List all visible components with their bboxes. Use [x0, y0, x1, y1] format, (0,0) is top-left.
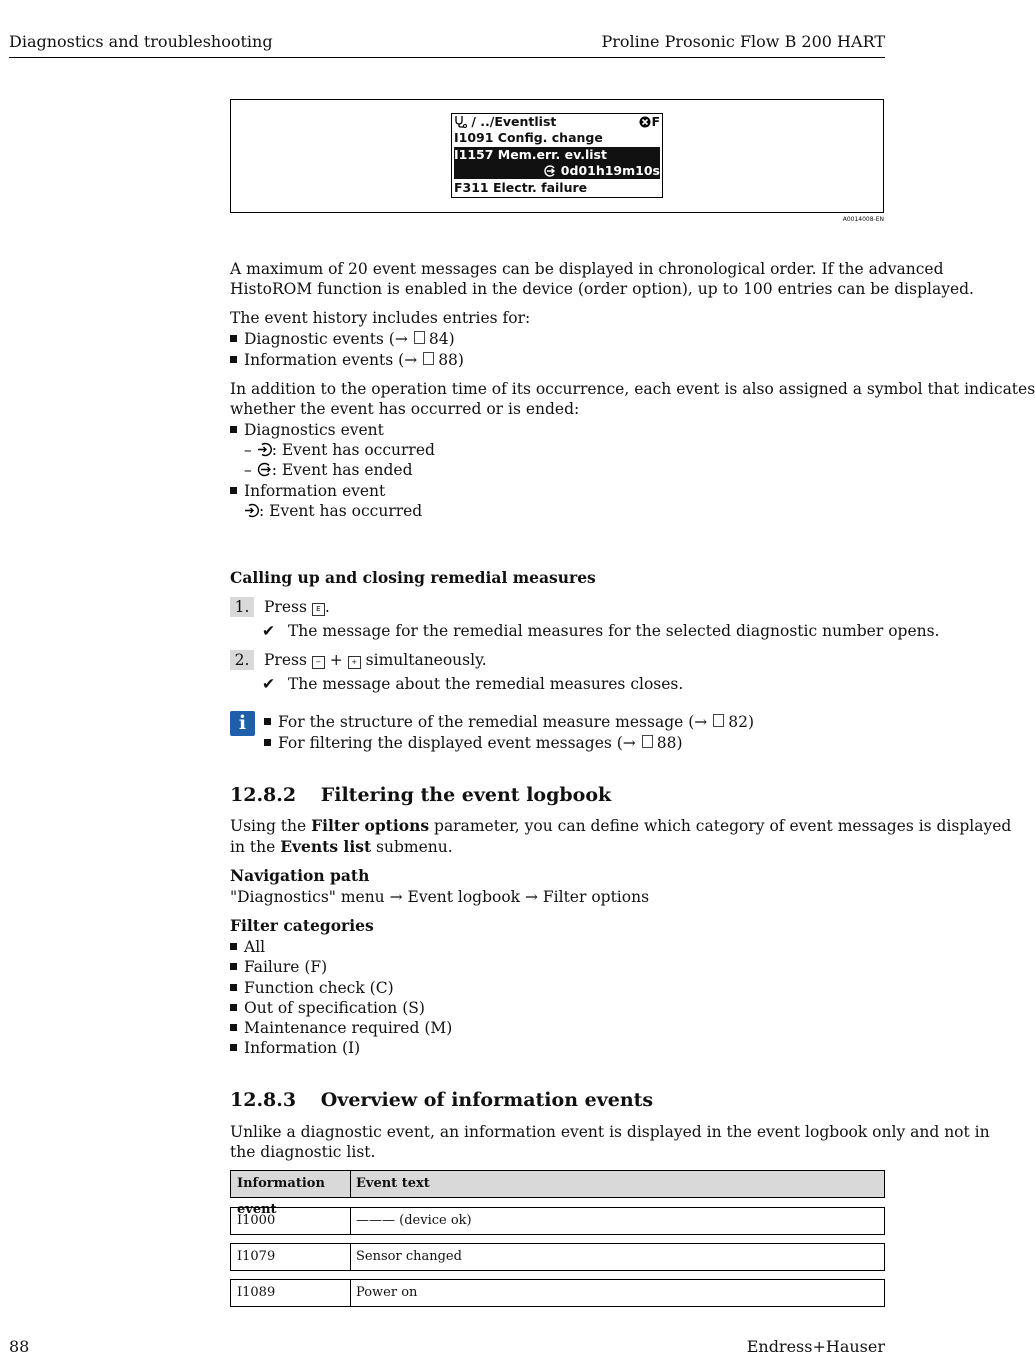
section-number: 12.8.2: [230, 784, 297, 806]
event-ended-item: – : Event has ended: [244, 461, 413, 479]
filter-intro-line-2: [230, 837, 453, 857]
section-title: Overview of information events: [320, 1089, 654, 1111]
note-item-1: [264, 712, 754, 732]
step-result-text: The message about the remedial measures closes.: [287, 675, 684, 693]
header-rule: [9, 57, 885, 58]
intro-line-2: HistoROM function is enabled in the device (order option), up to 100 entries can be displayed.: [230, 280, 974, 298]
lcd-event-row-3: F311 Electr. failure: [454, 180, 588, 195]
event-occurred-text: : Event has occurred: [271, 441, 435, 459]
lcd-event-time-row: [454, 163, 660, 179]
filter-label: Information (I): [244, 1039, 361, 1058]
running-header-section: Diagnostics and troubleshooting: [9, 32, 273, 51]
bullet-icon: [230, 943, 237, 950]
bullet-icon: [230, 356, 237, 363]
lcd-event-time: 0d01h19m10s: [560, 163, 660, 178]
page-ref[interactable]: 88): [656, 734, 683, 752]
history-item-text: Diagnostic events (→: [244, 330, 408, 348]
page-icon: [713, 714, 724, 727]
info-events-intro-line-2: the diagnostic list.: [230, 1143, 376, 1161]
plus-sign: +: [329, 651, 343, 669]
bullet-icon: [230, 1004, 237, 1011]
step-2-instruction: [264, 650, 487, 670]
checkmark-icon: ✔: [262, 622, 275, 640]
lcd-status-letter: F: [651, 114, 660, 129]
lcd-event-row-1: I1091 Config. change: [454, 130, 603, 145]
column-header: Event text: [356, 1176, 430, 1191]
history-item-diagnostic: [230, 329, 455, 349]
history-item-information: [230, 350, 464, 370]
event-ended-icon: [257, 461, 272, 479]
table-cell: I1079: [231, 1244, 351, 1270]
page-number: 88: [9, 1337, 30, 1356]
table-cell: Sensor changed: [356, 1249, 462, 1264]
history-item-text: Information events (→: [244, 351, 418, 369]
running-header-product: Proline Prosonic Flow B 200 HART: [601, 32, 885, 51]
table-cell: ——— (device ok): [356, 1213, 472, 1228]
filter-label: Out of specification (S): [244, 998, 425, 1017]
table-cell: Power on: [356, 1285, 418, 1300]
step-2-result: [262, 674, 683, 694]
table-cell: I1000: [231, 1208, 351, 1234]
bullet-icon: [230, 1024, 237, 1031]
column-header: Information event: [231, 1171, 351, 1197]
information-event-label: Information event: [244, 482, 386, 500]
step-1-instruction: [264, 597, 330, 617]
list-item: [230, 1038, 452, 1058]
section-title: Filtering the event logbook: [320, 784, 612, 806]
information-event-item: [230, 481, 385, 501]
bullet-icon: [264, 739, 271, 746]
filter-categories-heading: Filter categories: [230, 916, 374, 935]
step-text: Press: [264, 651, 307, 669]
event-ended-text: : Event has ended: [271, 461, 413, 479]
diagnostics-event-item: [230, 420, 384, 440]
figure-id: A0014008-EN: [842, 216, 884, 223]
list-item: [230, 978, 452, 998]
lcd-event-row-2: I1157 Mem.err. ev.list: [454, 147, 660, 163]
bullet-icon: [230, 984, 237, 991]
lcd-title: / ../Eventlist: [471, 114, 557, 129]
event-occurred-icon: [257, 441, 272, 459]
info-icon: i: [230, 711, 255, 736]
table-row: [230, 1243, 885, 1271]
info-event-occurred-item: [244, 501, 422, 521]
enter-key-icon: E: [312, 603, 325, 616]
note-text: For the structure of the remedial measure message (→: [278, 713, 708, 731]
section-12-8-2-heading: [230, 784, 611, 806]
info-events-intro-line-1: Unlike a diagnostic event, an information event is displayed in the event logbook only and not in: [230, 1123, 990, 1141]
diagnostic-icon: [454, 114, 471, 129]
lcd-status: [639, 114, 660, 130]
event-occurred-icon: [244, 502, 259, 520]
step-text: Press: [264, 598, 307, 616]
list-item: [230, 998, 452, 1018]
text: submenu.: [376, 838, 453, 856]
section-12-8-3-heading: [230, 1089, 653, 1111]
info-event-occurred-text: : Event has occurred: [259, 502, 423, 520]
navigation-path: "Diagnostics" menu → Event logbook → Filter options: [230, 888, 650, 906]
page-ref[interactable]: 82): [728, 713, 755, 731]
filter-label: Function check (C): [244, 978, 394, 997]
text: in the: [230, 838, 276, 856]
intro-line-1: A maximum of 20 event messages can be displayed in chronological order. If the advanced: [230, 260, 944, 278]
list-item: [230, 1018, 452, 1038]
filter-categories-list: [230, 937, 452, 1059]
table-row: [230, 1207, 885, 1235]
lcd-title-row: [454, 114, 660, 130]
step-2-number: 2.: [230, 650, 254, 670]
step-text: simultaneously.: [365, 651, 487, 669]
remedial-heading: Calling up and closing remedial measures: [230, 568, 596, 587]
plus-key-icon: +: [348, 656, 361, 669]
local-display: [451, 113, 663, 198]
bullet-icon: [230, 426, 237, 433]
table-row: [230, 1279, 885, 1307]
bullet-icon: [230, 335, 237, 342]
filter-intro-line-1: [230, 816, 1011, 836]
bullet-icon: [264, 718, 271, 725]
bullet-icon: [230, 963, 237, 970]
brand-name: Endress+Hauser: [746, 1337, 885, 1356]
page-ref[interactable]: 88): [438, 351, 464, 369]
text: Using the: [230, 817, 307, 835]
filter-label: Failure (F): [244, 958, 328, 977]
note-item-2: [264, 733, 683, 753]
page-icon: [642, 735, 653, 748]
parameter-name: Filter options: [311, 816, 430, 835]
history-lead: The event history includes entries for:: [230, 309, 531, 327]
step-1-number: 1.: [230, 597, 254, 617]
bullet-icon: [230, 487, 237, 494]
event-ended-icon: [544, 163, 560, 178]
filter-label: Maintenance required (M): [244, 1019, 453, 1038]
text: parameter, you can define which category of event messages is displayed: [434, 817, 1012, 835]
step-1-result: [262, 621, 939, 641]
submenu-name: Events list: [280, 837, 372, 856]
event-occurred-item: – : Event has occurred: [244, 441, 435, 459]
page-icon: [414, 331, 425, 344]
failure-icon: [639, 116, 651, 128]
page-ref[interactable]: 84): [428, 330, 455, 348]
step-text: .: [324, 598, 330, 616]
diagnostics-event-label: Diagnostics event: [244, 421, 384, 439]
note-text: For filtering the displayed event messages (→: [278, 734, 636, 752]
checkmark-icon: ✔: [262, 675, 275, 693]
symbols-line-2: whether the event has occurred or is ended:: [230, 400, 580, 418]
page-icon: [423, 352, 434, 365]
symbols-line-1: In addition to the operation time of its occurrence, each event is also assigned a symbol that indicates: [230, 380, 1035, 398]
section-number: 12.8.3: [230, 1089, 297, 1111]
bullet-icon: [230, 1044, 237, 1051]
filter-label: All: [244, 938, 266, 956]
table-cell: I1089: [231, 1280, 351, 1306]
table-header-row: [230, 1170, 885, 1217]
minus-key-icon: −: [312, 656, 325, 669]
step-result-text: The message for the remedial measures for the selected diagnostic number opens.: [287, 622, 940, 640]
list-item: [230, 937, 452, 957]
list-item: [230, 957, 452, 977]
navigation-path-heading: Navigation path: [230, 866, 370, 885]
